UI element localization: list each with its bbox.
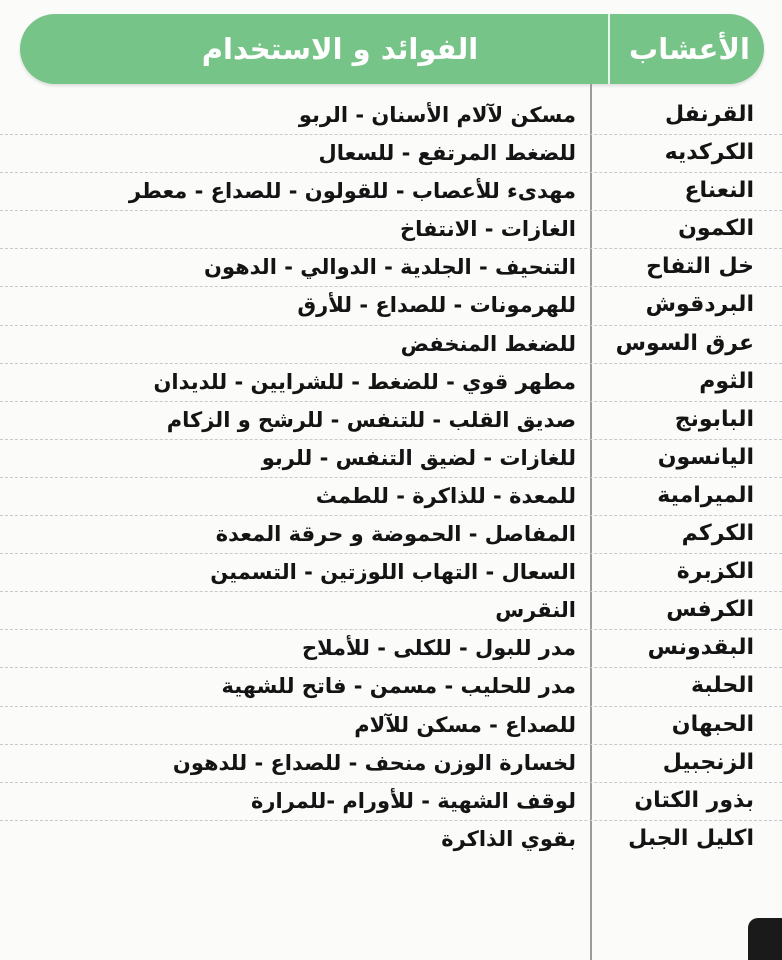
- table-row: [0, 402, 782, 440]
- table-row: [0, 440, 782, 478]
- herb-use: المفاصل - الحموضة و حرقة المعدة: [215, 522, 576, 547]
- herb-name: الحبهان: [671, 711, 754, 737]
- table-row: [0, 516, 782, 554]
- herb-name: الزنجبيل: [662, 749, 754, 775]
- corner-overlay-icon: [748, 918, 782, 960]
- herb-use: مطهر قوي - للضغط - للشرايين - للديدان: [153, 369, 576, 394]
- herb-name: اليانسون: [657, 444, 754, 470]
- herb-use: صديق القلب - للتنفس - للرشح و الزكام: [166, 407, 576, 432]
- herb-name: الكمون: [678, 216, 754, 242]
- herb-name: البابونج: [674, 406, 754, 432]
- table-row: [0, 364, 782, 402]
- herb-use: مدر للحليب - مسمن - فاتح للشهية: [221, 674, 576, 699]
- table-row: [0, 478, 782, 516]
- table-row: [0, 592, 782, 630]
- herb-use: للغازات - لضيق التنفس - للربو: [261, 445, 576, 470]
- herb-name: الكركم: [681, 521, 754, 547]
- herb-use: للمعدة - للذاكرة - للطمث: [315, 483, 576, 508]
- table-body: [0, 97, 782, 859]
- herb-name: الميرامية: [657, 482, 754, 508]
- herb-use: للضغط المرتفع - للسعال: [318, 141, 576, 166]
- herb-use: النقرس: [495, 598, 576, 623]
- table-row: [0, 326, 782, 364]
- herb-use: مسكن لآلام الأسنان - الربو: [298, 103, 576, 127]
- herb-use: لوقف الشهية - للأورام -للمرارة: [251, 788, 576, 813]
- herb-use: للهرمونات - للصداع - للأرق: [297, 293, 576, 318]
- header-divider: [608, 14, 610, 84]
- table-row: [0, 173, 782, 211]
- header-uses-label: الفوائد و الاستخدام: [201, 32, 479, 66]
- herb-name: الكزبرة: [676, 559, 754, 585]
- table-row: [0, 249, 782, 287]
- herb-use: للصداع - مسكن للآلام: [354, 712, 576, 737]
- herb-name: بذور الكتان: [634, 787, 754, 813]
- herb-use: السعال - التهاب اللوزتين - التسمين: [210, 560, 576, 585]
- herb-name: البردقوش: [645, 292, 754, 318]
- herb-use: لخسارة الوزن منحف - للصداع - للدهون: [172, 750, 576, 775]
- herb-use: التنحيف - الجلدية - الدوالي - الدهون: [204, 255, 576, 280]
- herb-use: بقوي الذاكرة: [441, 826, 576, 851]
- herb-name: اكليل الجبل: [628, 825, 754, 851]
- herb-name: النعناع: [684, 178, 754, 204]
- herb-use: مدر للبول - للكلى - للأملاح: [301, 636, 576, 661]
- header-herbs-label: الأعشاب: [629, 32, 750, 66]
- table-header: [20, 14, 764, 84]
- herb-name: خل التفاح: [646, 254, 754, 280]
- table-row: [0, 211, 782, 249]
- herb-name: الكرفس: [666, 597, 754, 623]
- herb-name: القرنفل: [664, 102, 754, 127]
- table-row: [0, 135, 782, 173]
- herb-use: للضغط المنخفض: [400, 331, 576, 356]
- herb-name: الثوم: [699, 368, 754, 394]
- herb-name: الكركديه: [664, 140, 754, 166]
- table-row: [0, 630, 782, 668]
- herb-name: الحلبة: [691, 673, 754, 699]
- table-row: [0, 707, 782, 745]
- table-row: [0, 783, 782, 821]
- herb-name: البقدونس: [647, 635, 754, 661]
- table-row: [0, 287, 782, 325]
- table-row: [0, 554, 782, 592]
- herb-name: عرق السوس: [615, 330, 754, 356]
- table-row: [0, 745, 782, 783]
- herb-use: مهدىء للأعصاب - للقولون - للصداع - معطر: [128, 179, 576, 204]
- table-row: [0, 668, 782, 706]
- table-row: [0, 97, 782, 135]
- table-row: [0, 821, 782, 859]
- herb-use: الغازات - الانتفاخ: [400, 217, 576, 242]
